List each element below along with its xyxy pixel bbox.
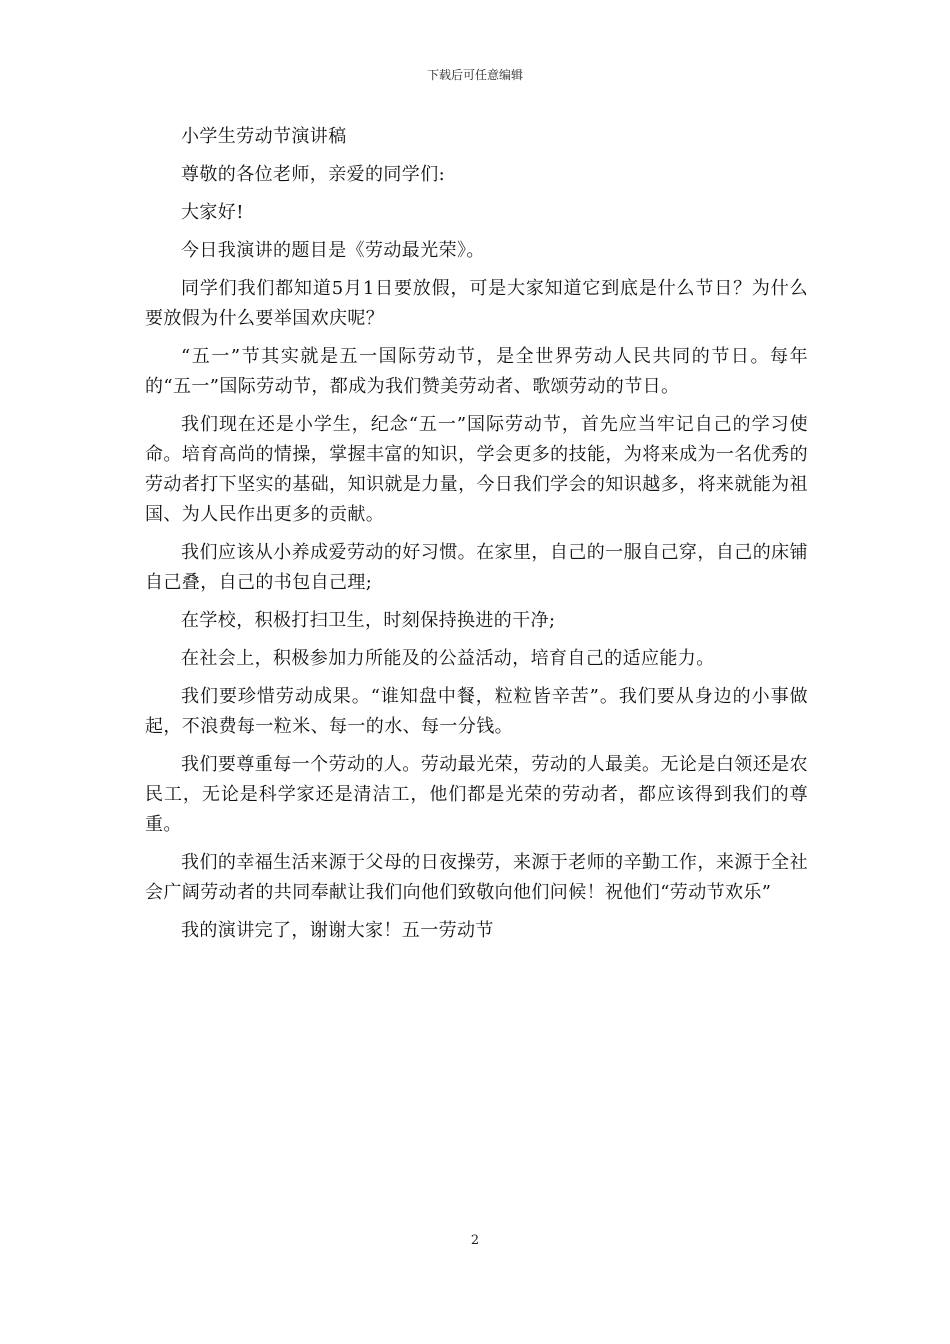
closing-line: 我的演讲完了，谢谢大家！五一劳动节 <box>181 920 494 941</box>
body-paragraph: 我们应该从小养成爱劳动的好习惯。在家里，自己的一服自己穿，自己的床铺自己叠，自己的书包自己理; <box>145 542 808 593</box>
document-body <box>145 122 808 954</box>
page-header: 下载后可任意编辑 <box>426 68 523 82</box>
page-number: 2 <box>470 1233 480 1248</box>
body-paragraph: 同学们我们都知道5月1日要放假，可是大家知道它到底是什么节日？为什么要放假为什么要举国欢庆呢？ <box>145 278 808 329</box>
body-paragraph: 我们的幸福生活来源于父母的日夜操劳，来源于老师的辛勤工作，来源于全社会广阔劳动者的共同奉献让我们向他们致敬向他们问候！祝他们“劳动节欢乐” <box>145 852 808 903</box>
document-title: 小学生劳动节演讲稿 <box>181 126 347 147</box>
speech-topic: 今日我演讲的题目是《劳动最光荣》。 <box>181 240 485 261</box>
body-paragraph: 在社会上，积极参加力所能及的公益活动，培育自己的适应能力。 <box>181 648 715 669</box>
body-paragraph: “五一”节其实就是五一国际劳动节，是全世界劳动人民共同的节日。每年的“五一”国际劳动节，都成为我们赞美劳动者、歌颂劳动的节日。 <box>145 346 808 397</box>
body-paragraph: 在学校，积极打扫卫生，时刻保持换进的干净; <box>181 610 556 631</box>
body-paragraph: 我们现在还是小学生，纪念“五一”国际劳动节，首先应当牢记自己的学习使命。培育高尚的情操，掌握丰富的知识，学会更多的技能，为将来成为一名优秀的劳动者打下坚实的基础，知识就是力量，今日我们学会的知识越多，将来就能为祖国、为人民作出更多的贡献。 <box>145 414 808 525</box>
body-paragraph: 我们要尊重每一个劳动的人。劳动最光荣，劳动的人最美。无论是白领还是农民工，无论是科学家还是清洁工，他们都是光荣的劳动者，都应该得到我们的尊重。 <box>145 754 808 835</box>
salutation: 尊敬的各位老师，亲爱的同学们: <box>181 164 446 185</box>
greeting: 大家好! <box>181 202 244 223</box>
body-paragraph: 我们要珍惜劳动成果。“谁知盘中餐，粒粒皆辛苦”。我们要从身边的小事做起，不浪费每一粒米、每一的水、每一分钱。 <box>145 686 808 737</box>
